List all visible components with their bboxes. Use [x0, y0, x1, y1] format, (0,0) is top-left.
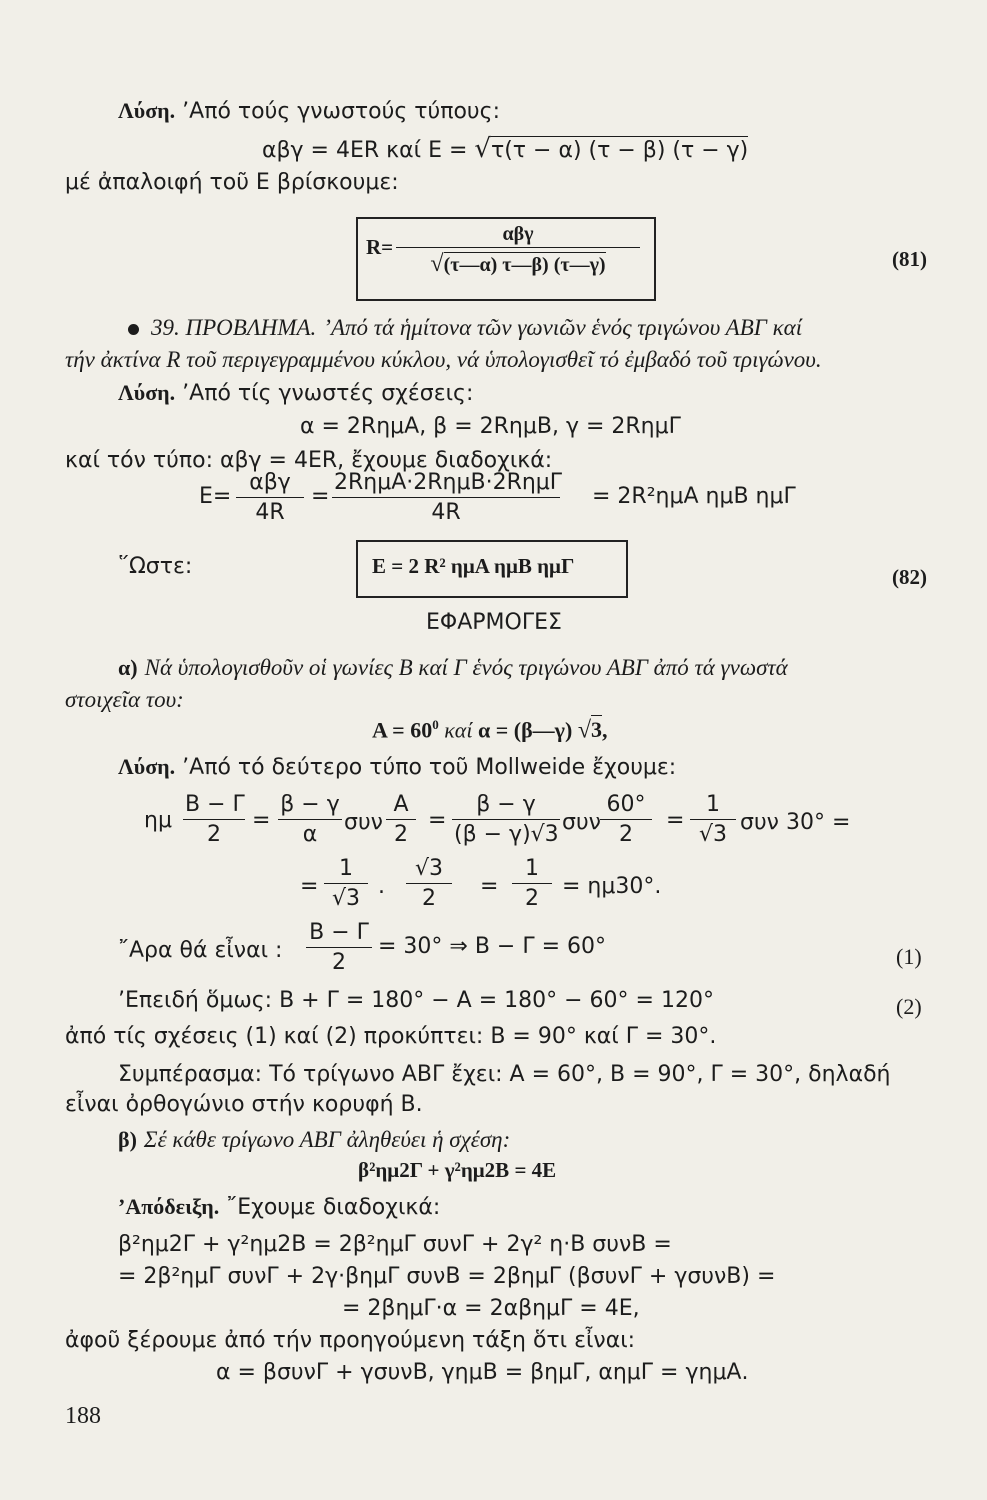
box-81-lhs: R=: [366, 235, 394, 259]
since-line: ἀφοῦ ξέρουμε ἀπό τήν προηγούμενη τάξη ὅτι εἶναι:: [65, 1328, 636, 1353]
elimination-line: μέ ἀπαλοιφή τοῦ E βρίσκουμε:: [65, 170, 399, 195]
final-relations: α = βσυνΓ + γσυνΒ, γημΒ = βημΓ, αημΓ = γημΑ.: [216, 1360, 749, 1385]
frac-a-over-2: A 2: [386, 794, 416, 846]
equals-row2: =: [300, 874, 319, 899]
application-a-given: $A = 60^0$ καί α = (β—γ) √3,: [372, 717, 608, 744]
problem-title: 39. ΠΡΟΒΛΗΜΑ.: [151, 315, 317, 340]
frac-b-minus-c-over-a: β − γ α: [278, 794, 342, 846]
sin-30-result: = ημ30°.: [562, 874, 662, 899]
frac-1-over-sqrt3: 1 √3: [690, 794, 736, 846]
problem-solution-intro: ’Από τίς γνωστές σχέσεις:: [182, 381, 474, 406]
application-b-label: β): [118, 1127, 137, 1152]
cos-30-tail: συν 30° =: [740, 810, 851, 835]
proof-intro: ῎Εχουμε διαδοχικά:: [226, 1195, 441, 1220]
eta-symbol: ημ: [144, 808, 172, 833]
equals-2: =: [428, 808, 447, 833]
equation-number-81: (81): [892, 247, 927, 271]
proof-step-2: = 2β²ημΓ συνΓ + 2γ·βημΓ συνΒ = 2βημΓ (βσυνΓ + γσυνΒ) =: [118, 1264, 776, 1289]
equals-1: =: [252, 808, 271, 833]
problem-text-1: ’Από τά ἡμίτονα τῶν γωνιῶν ἑνός τριγώνου ΑΒΓ καί: [323, 315, 803, 340]
formula-area-text: αβγ = 4ER καί E =: [262, 138, 468, 163]
application-a-text-2: στοιχεῖα του:: [65, 687, 184, 712]
epeidi-line: ’Επειδή ὅμως: B + Γ = 180° − A = 180° − 60° = 120°: [118, 988, 714, 1013]
problem-39-line-1: [128, 316, 802, 340]
box-81-denominator: √(τ—α) τ—β) (τ—γ): [430, 251, 606, 277]
cos-1: συν: [344, 810, 383, 835]
box-81-numerator: αβγ: [502, 223, 534, 245]
ara-result: = 30° ⇒ B − Γ = 60°: [378, 934, 607, 959]
mollweide-solution-label: Λύση.: [118, 754, 176, 779]
relations: α = 2RημΑ, β = 2RημΒ, γ = 2RημΓ: [300, 414, 681, 439]
formula-area: [262, 136, 748, 162]
problem-solution-label: Λύση.: [118, 380, 176, 405]
fraction-product-4r: 2RημΑ·2RημΒ·2RημΓ 4R: [334, 470, 563, 525]
proof-line: [118, 1196, 440, 1219]
ara-label: ῎Αρα θά εἶναι :: [118, 938, 283, 963]
ara-fraction: B − Γ 2: [306, 922, 372, 974]
fraction-abc-4r: αβγ 4R: [236, 472, 304, 524]
frac-row2-3: 1 2: [512, 858, 552, 910]
application-a-text-1: Νά ὑπολογισθοῦν οἱ γωνίες Β καί Γ ἑνός τριγώνου ΑΒΓ ἀπό τά γνωστά: [144, 655, 788, 680]
therefore-label: ῞Ωστε:: [118, 554, 193, 579]
frac-row2-1: 1 √3: [324, 858, 368, 910]
solution-intro: ’Από τούς γνωστούς τύπους:: [182, 99, 500, 124]
mollweide-intro: ’Από τό δεύτερο τύπο τοῦ Mollweide ἔχουμε:: [182, 755, 677, 780]
frac-row2-2: √3 2: [406, 858, 452, 910]
problem-text-2: τήν ἀκτίνα R τοῦ περιγεγραμμένου κύκλου, νά ὑπολογισθεῖ τό ἐμβαδό τοῦ τριγώνου.: [65, 347, 822, 372]
cos-2: συν: [562, 810, 601, 835]
application-b-formula: β²ημ2Γ + γ²ημ2Β = 4E: [358, 1158, 557, 1182]
dot-row2: .: [378, 874, 385, 899]
frac-b-minus-c-over-sqrt3: β − γ (β − γ)√3: [454, 792, 559, 847]
bullet-icon: [128, 324, 139, 335]
application-b-line: [118, 1128, 510, 1152]
frac-60-over-2: 60° 2: [600, 794, 652, 846]
proof-step-1: β²ημ2Γ + γ²ημ2Β = 2β²ημΓ συνΓ + 2γ² η·Β συνΒ =: [118, 1232, 672, 1257]
equals-3: =: [666, 808, 685, 833]
application-a-label: α): [118, 655, 138, 680]
equation-number-2: (2): [896, 994, 922, 1019]
sqrt-sign: √: [474, 134, 491, 164]
proof-step-3: = 2βημΓ·α = 2αβημΓ = 4E,: [342, 1296, 640, 1321]
solution-label: Λύση.: [118, 98, 176, 123]
frac-b-minus-g-over-2: B − Γ 2: [185, 792, 245, 847]
formula-line: καί τόν τύπο: αβγ = 4ER, ἔχουμε διαδοχικά:: [65, 448, 553, 473]
applications-heading: ΕΦΑΡΜΟΓΕΣ: [426, 610, 562, 635]
conclusion-line-2: εἶναι ὀρθογώνιο στήν κορυφή B.: [65, 1092, 423, 1117]
page-number: 188: [65, 1403, 101, 1429]
equation-number-1: (1): [896, 944, 922, 969]
e-lhs: E=: [199, 484, 232, 509]
area-result: = 2R²ημΑ ημΒ ημΓ: [592, 484, 796, 509]
equals-sign: =: [311, 484, 330, 509]
proof-label: ’Απόδειξη.: [118, 1194, 220, 1219]
from-relations-line: ἀπό τίς σχέσεις (1) καί (2) προκύπτει: B = 90° καί Γ = 30°.: [65, 1024, 717, 1049]
formula-area-radicand: τ(τ − α) (τ − β) (τ − γ): [490, 138, 749, 163]
box-81-fraction: [396, 224, 640, 276]
problem-solution-line: [118, 382, 473, 405]
application-a-line-1: [118, 656, 788, 680]
equals-row2b: =: [480, 874, 499, 899]
box-82-formula: E = 2 R² ημΑ ημΒ ημΓ: [372, 554, 575, 578]
conclusion-line-1: Συμπέρασμα: Τό τρίγωνο ΑΒΓ ἔχει: A = 60°, B = 90°, Γ = 30°, δηλαδή: [118, 1062, 891, 1087]
mollweide-line: [118, 756, 676, 779]
equation-number-82: (82): [892, 565, 927, 589]
application-b-text: Σέ κάθε τρίγωνο ΑΒΓ ἀληθεύει ἡ σχέση:: [143, 1127, 511, 1152]
solution-line-1: [118, 100, 500, 123]
